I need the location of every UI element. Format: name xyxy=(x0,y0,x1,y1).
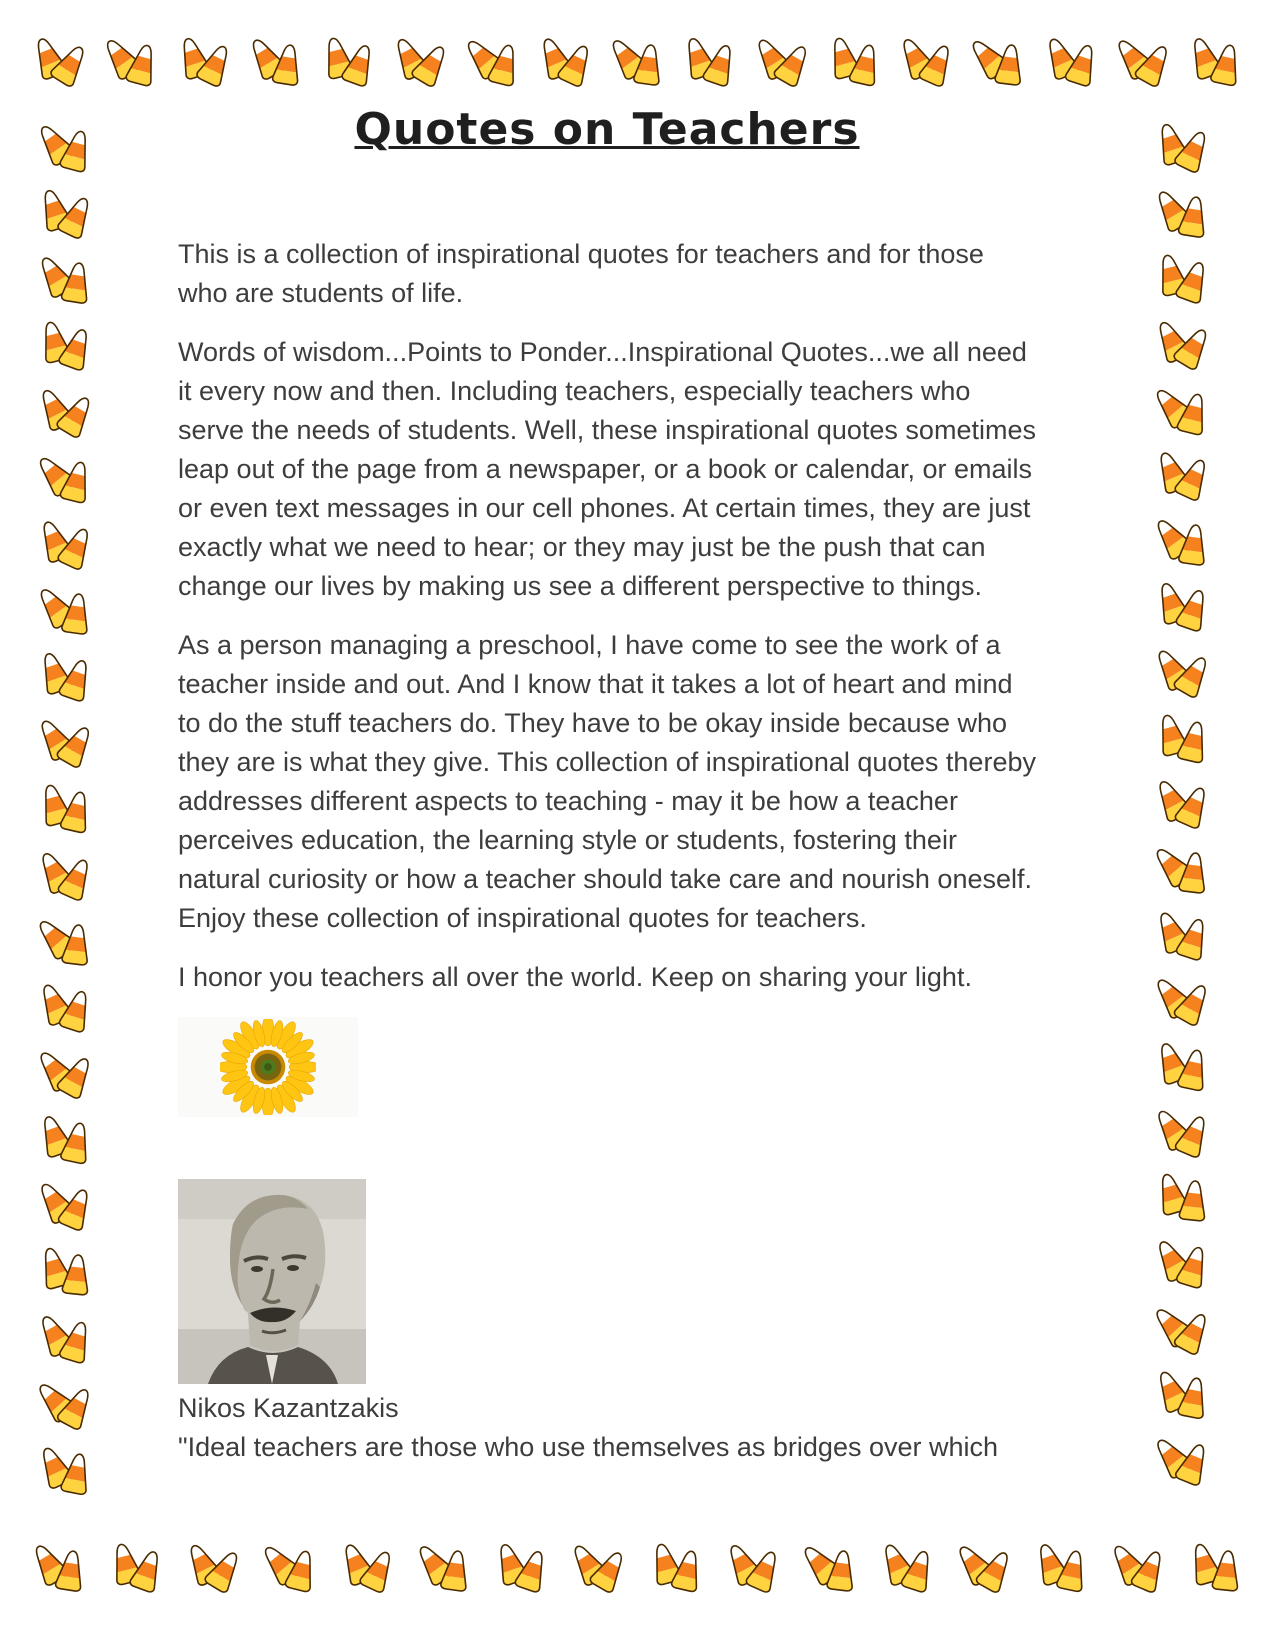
paragraph-preschool: As a person managing a preschool, I have come to see the work of a teacher inside and out. And I know that it takes a lot of heart and mind to do the stuff teachers do. They have to be okay inside because who they are is what they give. This collection of inspirational quotes thereby addresses different aspects to teaching - may it be how a teacher perceives education, the learning style or students, fostering their natural curiosity or how a teacher should take care and nourish oneself. Enjoy these collection of inspirational quotes for teachers. xyxy=(178,630,1036,933)
candy-corn-icon xyxy=(29,911,79,962)
candy-corn-icon xyxy=(898,1546,939,1596)
candy-corn-icon xyxy=(1149,1365,1193,1416)
candy-corn-cluster xyxy=(1113,1542,1164,1592)
candy-corn-icon xyxy=(1151,1037,1193,1087)
candy-corn-cluster xyxy=(40,982,118,1032)
candy-corn-icon xyxy=(438,1547,473,1594)
candy-corn-icon xyxy=(58,788,96,836)
candy-corn-icon xyxy=(53,720,100,772)
candy-corn-icon xyxy=(554,39,598,90)
candy-corn-icon xyxy=(1173,1242,1213,1292)
candy-corn-cluster xyxy=(1157,122,1235,172)
candy-corn-icon xyxy=(127,1545,169,1595)
candy-corn-cluster xyxy=(573,1542,624,1592)
candy-corn-icon xyxy=(874,1538,918,1589)
candy-corn-cluster xyxy=(1036,1542,1087,1592)
portrait-illustration xyxy=(178,1179,366,1384)
candy-corn-cluster xyxy=(1157,385,1235,435)
candy-corn-icon xyxy=(993,41,1027,87)
candy-corn-icon xyxy=(1170,978,1216,1030)
portrait-image xyxy=(178,1179,366,1384)
candy-corn-cluster xyxy=(342,1542,393,1592)
candy-corn-icon xyxy=(53,389,100,441)
candy-corn-cluster xyxy=(651,1542,702,1592)
candy-corn-icon xyxy=(1175,1374,1212,1422)
candy-corn-icon xyxy=(282,1546,321,1595)
candy-corn-icon xyxy=(1172,1438,1215,1489)
candy-corn-icon xyxy=(1173,585,1214,635)
candy-corn-cluster xyxy=(901,36,952,86)
candy-corn-icon xyxy=(1185,1539,1225,1588)
candy-corn-icon xyxy=(1148,183,1195,235)
candy-corn-cluster xyxy=(540,36,591,86)
candy-corn-icon xyxy=(339,39,381,89)
candy-corn-icon xyxy=(1147,1430,1196,1482)
page-title: Quotes on Teachers xyxy=(354,104,860,155)
candy-corn-icon xyxy=(1171,453,1215,504)
candy-corn-cluster xyxy=(265,1542,316,1592)
candy-corn-icon xyxy=(1146,840,1196,891)
candy-corn-cluster xyxy=(395,36,446,86)
candy-corn-icon xyxy=(56,985,97,1035)
candy-corn-icon xyxy=(270,41,305,88)
candy-corn-cluster xyxy=(1157,1107,1235,1157)
candy-corn-cluster xyxy=(34,1542,85,1592)
candy-corn-cluster xyxy=(959,1542,1010,1592)
candy-corn-icon xyxy=(59,259,94,306)
candy-corn-icon xyxy=(1170,322,1217,374)
candy-corn-cluster xyxy=(40,387,118,437)
candy-corn-icon xyxy=(97,32,145,84)
candy-corn-cluster xyxy=(1157,581,1235,631)
candy-corn-icon xyxy=(1176,521,1211,568)
candy-corn-icon xyxy=(1172,781,1216,832)
candy-corn-icon xyxy=(770,39,817,91)
candy-corn-cluster xyxy=(1157,188,1235,238)
candy-corn-icon xyxy=(645,1539,684,1588)
candy-corn-icon xyxy=(1175,717,1213,765)
candy-corn-cluster xyxy=(684,36,735,86)
candy-corn-icon xyxy=(1176,193,1211,240)
candy-corn-cluster xyxy=(40,254,118,304)
candy-corn-icon xyxy=(30,581,79,633)
candy-corn-cluster xyxy=(1157,713,1235,763)
candy-corn-cluster xyxy=(40,122,118,172)
candy-corn-cluster xyxy=(973,36,1024,86)
candy-corn-icon xyxy=(31,1176,79,1228)
candy-corn-icon xyxy=(57,457,96,506)
candy-corn-cluster xyxy=(612,36,663,86)
candy-corn-cluster xyxy=(34,36,85,86)
candy-corn-icon xyxy=(747,32,794,84)
candy-corn-icon xyxy=(457,32,507,84)
quote-line: "Ideal teachers are those who use themselves as bridges over which xyxy=(178,1432,999,1462)
candy-corn-icon xyxy=(173,33,214,83)
candy-corn-icon xyxy=(1151,119,1192,169)
candy-corn-icon xyxy=(56,655,97,705)
candy-corn-cluster xyxy=(40,320,118,370)
candy-corn-cluster xyxy=(40,916,118,966)
candy-corn-icon xyxy=(1148,1234,1194,1286)
candy-corn-icon xyxy=(255,1538,305,1590)
candy-corn-cluster xyxy=(1046,36,1097,86)
candy-corn-icon xyxy=(60,1252,93,1298)
candy-corn-cluster xyxy=(1118,36,1169,86)
candy-corn-cluster xyxy=(1157,516,1235,566)
border-right xyxy=(1157,122,1235,1485)
candy-corn-icon xyxy=(564,1538,611,1590)
border-left xyxy=(40,122,118,1495)
candy-corn-icon xyxy=(678,32,719,82)
candy-corn-cluster xyxy=(1157,253,1235,303)
candy-corn-icon xyxy=(1177,1178,1210,1224)
candy-corn-icon xyxy=(31,713,78,765)
candy-corn-icon xyxy=(1172,1110,1215,1161)
candy-corn-icon xyxy=(485,40,524,89)
candy-corn-icon xyxy=(972,1545,1018,1597)
candy-corn-icon xyxy=(33,515,76,566)
candy-corn-cluster xyxy=(1157,975,1235,1025)
candy-corn-cluster xyxy=(1157,319,1235,369)
candy-corn-icon xyxy=(1149,774,1195,826)
candy-corn-icon xyxy=(59,590,94,637)
candy-corn-cluster xyxy=(1157,450,1235,500)
sunflower-icon xyxy=(220,1019,316,1115)
candy-corn-icon xyxy=(1108,32,1157,84)
candy-corn-icon xyxy=(742,1545,786,1596)
candy-corn-icon xyxy=(1038,32,1082,83)
candy-corn-icon xyxy=(55,853,99,904)
candy-corn-icon xyxy=(29,1374,79,1425)
candy-corn-icon xyxy=(34,1110,76,1160)
candy-corn-icon xyxy=(408,39,455,91)
candy-corn-icon xyxy=(387,32,432,83)
candy-corn-icon xyxy=(31,1308,77,1360)
border-bottom xyxy=(34,1508,1241,1592)
candy-corn-icon xyxy=(1147,511,1196,563)
paragraph-intro: This is a collection of inspirational quotes for teachers and for those who are students of life. xyxy=(178,239,984,308)
candy-corn-icon xyxy=(123,40,162,89)
candy-corn-cluster xyxy=(40,188,118,238)
candy-corn-cluster xyxy=(40,1114,118,1164)
candy-corn-icon xyxy=(47,39,94,91)
candy-corn-cluster xyxy=(1157,1172,1235,1222)
candy-corn-icon xyxy=(1176,849,1210,895)
candy-corn-icon xyxy=(33,978,77,1029)
candy-corn-icon xyxy=(1175,1045,1212,1093)
candy-corn-icon xyxy=(916,39,960,90)
candy-corn-icon xyxy=(54,522,98,573)
candy-corn-icon xyxy=(1146,1299,1196,1350)
candy-corn-icon xyxy=(1208,40,1245,88)
candy-corn-cluster xyxy=(40,1246,118,1296)
candy-corn-cluster xyxy=(882,1542,933,1592)
candy-corn-icon xyxy=(1173,257,1215,307)
candy-corn-icon xyxy=(34,185,75,235)
candy-corn-icon xyxy=(1128,1545,1171,1596)
candy-corn-icon xyxy=(602,32,651,84)
candy-corn-icon xyxy=(1151,578,1192,628)
candy-corn-icon xyxy=(1152,1169,1192,1218)
candy-corn-icon xyxy=(490,1538,531,1588)
candy-corn-cluster xyxy=(40,453,118,503)
candy-corn-icon xyxy=(30,1044,79,1096)
candy-corn-icon xyxy=(533,32,576,83)
candy-corn-icon xyxy=(35,1243,75,1292)
candy-corn-cluster xyxy=(1157,1238,1235,1288)
candy-corn-icon xyxy=(35,318,74,367)
candy-corn-icon xyxy=(53,1051,99,1103)
candy-corn-icon xyxy=(1170,650,1217,702)
sunflower-image xyxy=(178,1017,358,1117)
portrait-caption: Nikos Kazantzakis xyxy=(178,1393,399,1423)
candy-corn-icon xyxy=(193,39,238,90)
candy-corn-cluster xyxy=(419,1542,470,1592)
candy-corn-cluster xyxy=(1190,1542,1241,1592)
candy-corn-icon xyxy=(56,324,98,374)
candy-corn-icon xyxy=(180,1538,225,1589)
candy-corn-cluster xyxy=(496,1542,547,1592)
candy-corn-icon xyxy=(58,1449,95,1497)
candy-corn-icon xyxy=(1149,315,1194,366)
candy-corn-icon xyxy=(1029,1538,1071,1588)
candy-corn-icon xyxy=(1184,32,1226,82)
candy-corn-cluster xyxy=(1157,778,1235,828)
candy-corn-icon xyxy=(27,32,70,83)
candy-corn-icon xyxy=(57,126,96,175)
candy-corn-icon xyxy=(512,1545,553,1595)
candy-corn-cluster xyxy=(40,651,118,701)
candy-corn-icon xyxy=(1147,971,1196,1023)
candy-corn-icon xyxy=(30,448,80,500)
candy-corn-icon xyxy=(1152,250,1191,299)
candy-corn-icon xyxy=(409,1538,458,1590)
candy-corn-icon xyxy=(54,191,99,242)
candy-corn-icon xyxy=(1147,380,1197,432)
candy-corn-icon xyxy=(32,845,78,897)
candy-corn-cluster xyxy=(40,1313,118,1363)
candy-corn-icon xyxy=(1062,40,1103,90)
candy-corn-icon xyxy=(1174,389,1213,438)
candy-corn-icon xyxy=(1150,906,1194,957)
candy-corn-icon xyxy=(53,1547,88,1594)
candy-corn-icon xyxy=(32,382,77,433)
candy-corn-icon xyxy=(32,1441,76,1492)
candy-corn-cluster xyxy=(40,1379,118,1429)
candy-corn-icon xyxy=(963,32,1013,83)
paragraph-honor: I honor you teachers all over the world. Keep on sharing your light. xyxy=(178,962,972,992)
candy-corn-cluster xyxy=(40,519,118,569)
document-content xyxy=(178,100,1036,1466)
candy-corn-cluster xyxy=(111,1542,162,1592)
candy-corn-icon xyxy=(242,32,289,84)
candy-corn-icon xyxy=(893,32,939,84)
candy-corn-icon xyxy=(1054,1546,1091,1594)
candy-corn-icon xyxy=(1173,913,1214,963)
candy-corn-cluster xyxy=(1157,1369,1235,1419)
candy-corn-icon xyxy=(31,250,78,302)
candy-corn-icon xyxy=(1131,39,1177,91)
candy-corn-cluster xyxy=(829,36,880,86)
candy-corn-cluster xyxy=(40,1180,118,1230)
candy-corn-cluster xyxy=(468,36,519,86)
candy-corn-icon xyxy=(318,33,357,82)
candy-corn-icon xyxy=(1150,446,1193,497)
candy-corn-icon xyxy=(34,648,75,698)
candy-corn-cluster xyxy=(1157,910,1235,960)
candy-corn-cluster xyxy=(728,1542,779,1592)
candy-corn-icon xyxy=(846,40,884,88)
candy-corn-icon xyxy=(668,1546,706,1594)
candy-corn-icon xyxy=(1148,1102,1196,1154)
candy-corn-icon xyxy=(58,1119,95,1167)
candy-corn-icon xyxy=(587,1545,634,1597)
candy-corn-icon xyxy=(106,1539,145,1588)
candy-corn-icon xyxy=(824,33,863,82)
candy-corn-icon xyxy=(1152,710,1191,759)
candy-corn-cluster xyxy=(40,585,118,635)
candy-corn-cluster xyxy=(106,36,157,86)
candy-corn-cluster xyxy=(1190,36,1241,86)
candy-corn-cluster xyxy=(40,783,118,833)
candy-corn-icon xyxy=(1210,1548,1243,1594)
candy-corn-icon xyxy=(55,1183,98,1234)
paragraph-wisdom: Words of wisdom...Points to Ponder...Inspirational Quotes...we all need it every now and then. Including teachers, especially teachers who serve the needs of students. Well, these inspirational quotes sometimes leap out of the page from a newspaper, or a book or calendar, or emails or even text messages in our cell phones. At certain times, they are just exactly what we need to hear; or they may just be the push that can change our lives by making us see a different perspective to things. xyxy=(178,337,1036,601)
candy-corn-icon xyxy=(201,1545,248,1597)
candy-corn-icon xyxy=(54,1381,100,1433)
candy-corn-cluster xyxy=(40,1048,118,1098)
candy-corn-icon xyxy=(794,1538,844,1589)
candy-corn-icon xyxy=(1148,643,1195,695)
candy-corn-cluster xyxy=(40,717,118,767)
candy-corn-icon xyxy=(949,1538,998,1590)
candy-corn-icon xyxy=(59,921,93,967)
candy-corn-cluster xyxy=(1157,1435,1235,1485)
candy-corn-icon xyxy=(56,1316,96,1366)
candy-corn-icon xyxy=(25,1538,72,1590)
candy-corn-icon xyxy=(35,780,74,829)
candy-corn-cluster xyxy=(1157,844,1235,894)
candy-corn-icon xyxy=(335,1538,378,1589)
candy-corn-cluster xyxy=(1157,647,1235,697)
candy-corn-icon xyxy=(1171,125,1216,176)
candy-corn-icon xyxy=(631,41,666,88)
candy-corn-icon xyxy=(1104,1538,1152,1590)
candy-corn-cluster xyxy=(40,1445,118,1495)
candy-corn-cluster xyxy=(1157,1041,1235,1091)
candy-corn-cluster xyxy=(1157,1304,1235,1354)
candy-corn-cluster xyxy=(179,36,230,86)
candy-corn-icon xyxy=(824,1547,858,1593)
candy-corn-cluster xyxy=(188,1542,239,1592)
candy-corn-icon xyxy=(719,1538,765,1590)
candy-corn-cluster xyxy=(251,36,302,86)
candy-corn-icon xyxy=(30,118,78,170)
candy-corn-icon xyxy=(357,1545,401,1596)
candy-corn-cluster xyxy=(40,850,118,900)
candy-corn-cluster xyxy=(805,1542,856,1592)
candy-corn-cluster xyxy=(757,36,808,86)
candy-corn-icon xyxy=(700,39,741,89)
candy-corn-icon xyxy=(1171,1306,1217,1358)
candy-corn-cluster xyxy=(323,36,374,86)
